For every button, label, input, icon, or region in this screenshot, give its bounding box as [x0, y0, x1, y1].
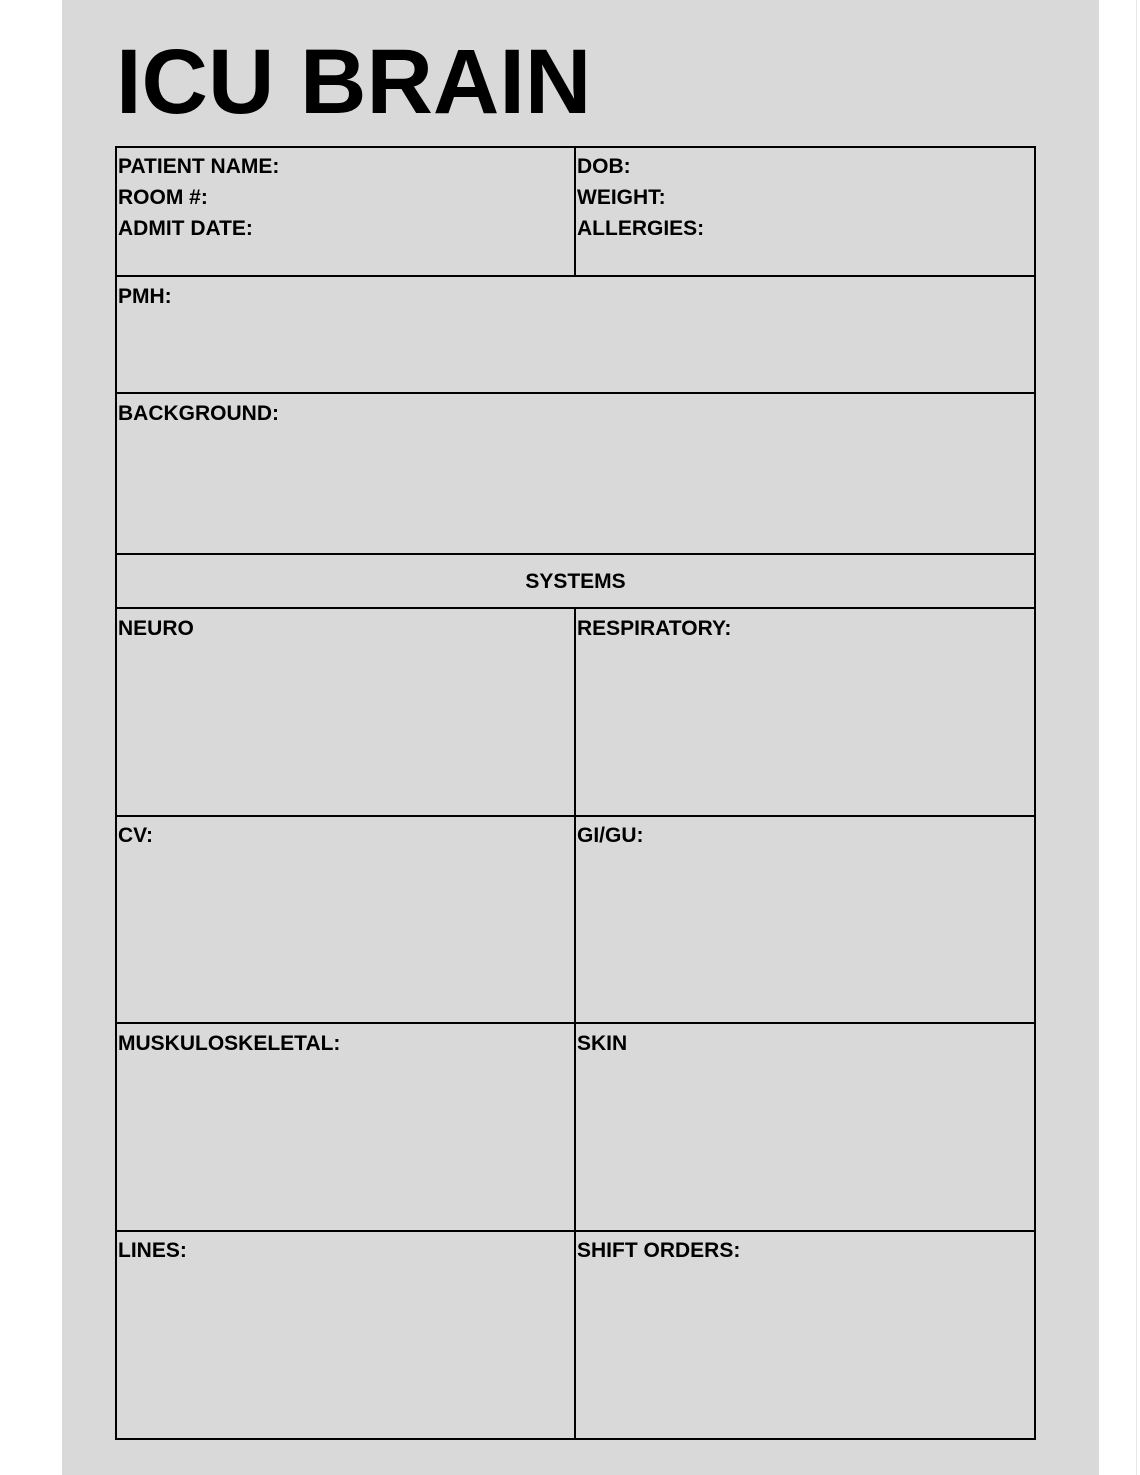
- systems-heading: SYSTEMS: [525, 570, 626, 593]
- page-edge: [1136, 0, 1137, 1475]
- divider-systems-column: [574, 607, 576, 1440]
- allergies-label: ALLERGIES:: [577, 217, 705, 240]
- admit-date-label: ADMIT DATE:: [118, 217, 253, 240]
- background-label: BACKGROUND:: [118, 402, 279, 425]
- gi-gu-label: GI/GU:: [577, 824, 644, 847]
- dob-label: DOB:: [577, 155, 631, 178]
- divider-background: [115, 553, 1036, 555]
- musculoskeletal-label: MUSKULOSKELETAL:: [118, 1032, 341, 1055]
- page-title: ICU BRAIN: [116, 31, 592, 133]
- room-number-label: ROOM #:: [118, 186, 208, 209]
- divider-pmh: [115, 392, 1036, 394]
- divider-header-column: [574, 146, 576, 277]
- shift-orders-label: SHIFT ORDERS:: [577, 1239, 741, 1262]
- neuro-label: NEURO: [118, 617, 194, 640]
- pmh-label: PMH:: [118, 285, 172, 308]
- respiratory-label: RESPIRATORY:: [577, 617, 732, 640]
- patient-name-label: PATIENT NAME:: [118, 155, 280, 178]
- cv-label: CV:: [118, 824, 154, 847]
- skin-label: SKIN: [577, 1032, 628, 1055]
- weight-label: WEIGHT:: [577, 186, 666, 209]
- lines-label: LINES:: [118, 1239, 187, 1262]
